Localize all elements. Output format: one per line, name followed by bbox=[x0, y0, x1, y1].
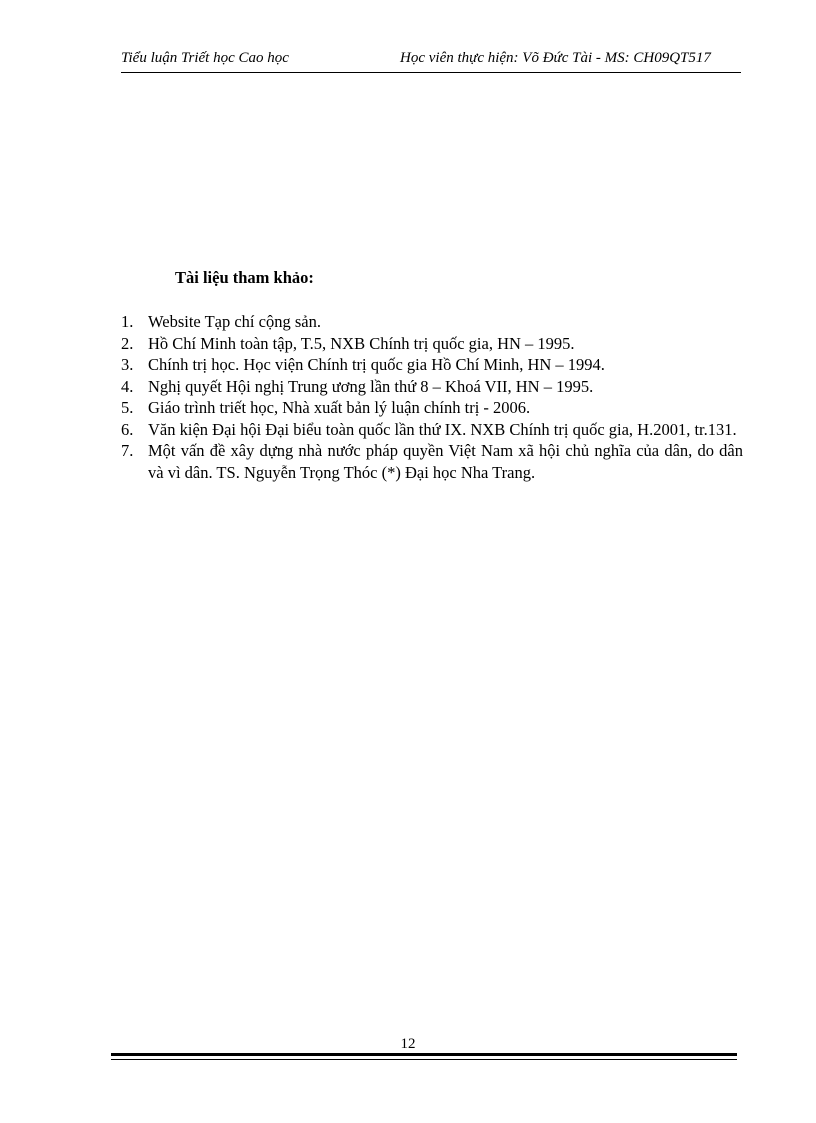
reference-number: 1. bbox=[121, 312, 134, 331]
header-author-info: Học viên thực hiện: Võ Đức Tài - MS: CH09QT517 bbox=[400, 50, 711, 66]
reference-text: Giáo trình triết học, Nhà xuất bản lý luận chính trị - 2006. bbox=[148, 398, 531, 417]
reference-number: 4. bbox=[121, 376, 134, 396]
references-list bbox=[121, 311, 743, 483]
references-heading: Tài liệu tham khảo: bbox=[175, 268, 314, 287]
reference-item bbox=[121, 397, 743, 419]
reference-number: 3. bbox=[121, 355, 134, 374]
reference-number: 6. bbox=[121, 419, 134, 439]
reference-text: Chính trị học. Học viện Chính trị quốc gia Hồ Chí Minh, HN – 1994. bbox=[148, 355, 605, 374]
reference-text: Nghị quyết Hội nghị Trung ương lần thứ 8 – Khoá VII, HN – 1995. bbox=[148, 376, 594, 396]
header-document-title: Tiểu luận Triết học Cao học bbox=[121, 50, 289, 66]
footer-rule-thin bbox=[111, 1059, 737, 1060]
reference-item bbox=[121, 311, 743, 333]
reference-number: 7. bbox=[121, 441, 134, 460]
page-number: 12 bbox=[400, 1036, 416, 1052]
reference-number: 5. bbox=[121, 398, 134, 417]
reference-number: 2. bbox=[121, 333, 134, 353]
reference-item bbox=[121, 354, 743, 376]
reference-item bbox=[121, 440, 743, 483]
reference-item bbox=[121, 419, 743, 441]
reference-text: Một vấn đề xây dựng nhà nước pháp quyền Việt Nam xã hội chủ nghĩa của dân, do dân và vì dân. TS. Nguyễn Trọng Thóc (*) Đại học Nha Trang. bbox=[148, 441, 743, 482]
reference-text: Website Tạp chí cộng sản. bbox=[148, 312, 321, 331]
reference-item bbox=[121, 376, 743, 398]
reference-text: Hồ Chí Minh toàn tập, T.5, NXB Chính trị quốc gia, HN – 1995. bbox=[148, 333, 575, 353]
page-header bbox=[121, 50, 741, 73]
reference-item bbox=[121, 333, 743, 355]
footer-rule-thick bbox=[111, 1053, 737, 1056]
reference-text: Văn kiện Đại hội Đại biểu toàn quốc lần thứ IX. NXB Chính trị quốc gia, H.2001, tr.131. bbox=[148, 419, 737, 439]
